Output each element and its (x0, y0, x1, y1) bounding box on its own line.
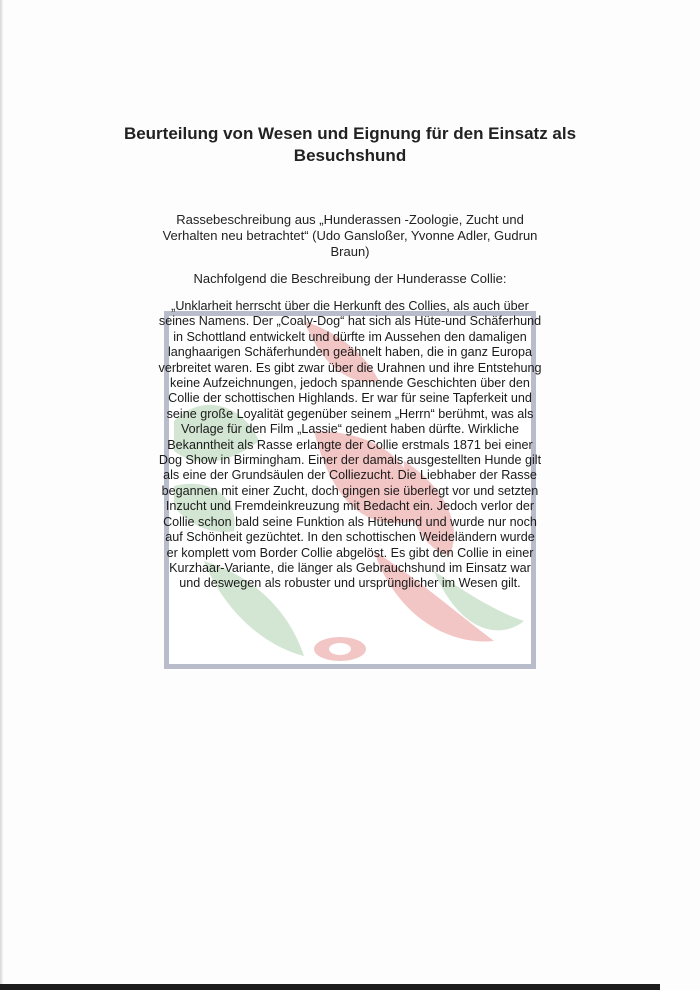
scan-notch (660, 984, 700, 990)
intro-text: Nachfolgend die Beschreibung der Hunderasse Collie: (193, 271, 507, 286)
source-citation: Rassebeschreibung aus „Hunderassen -Zoologie, Zucht und Verhalten neu betrachtet“ (Udo Gansloßer, Yvonne Adler, Gudrun Braun) (162, 212, 538, 259)
breed-description: „Unklarheit herrscht über die Herkunft des Collies, als auch über seines Namens. Der „Coaly-Dog“ hat sich als Hüte-und Schäferhund in Schottland entwickelt und dürfte im Aussehen den damaligen langhaarigen Schäferhunden geähnelt haben, die in ganz Europa verbreitet waren. Es gibt zwar über die Urahnen und ihre Entstehung keine Aufzeichnungen, jedoch spannende Geschichten über den Collie der schottischen Highlands. Er war für seine Tapferkeit und seine große Loyalität gegenüber seinem „Herrn“ berühmt, was als Vorlage für den Film „Lassie“ gedient haben dürfte. Wirkliche Bekanntheit als Rasse erlangte der Collie erstmals 1871 bei einer Dog Show in Birmingham. Einer der damals ausgestellten Hunde gilt als eine der Grundsäulen der Colliezucht. Die Liebhaber der Rasse begannen mit einer Zucht, doch gingen sie überlegt vor und setzten Inzucht und Fremdeinkreuzung mit Bedacht ein. Jedoch verlor der Collie schon bald seine Funktion als Hütehund und wurde nur noch auf Schönheit gezüchtet. In den schottischen Weideländern wurde er komplett vom Border Collie abgelöst. Es gibt den Collie in einer Kurzhaar-Variante, die länger als Gebrauchshund im Einsatz war und deswegen als robuster und ursprünglicher im Wesen gilt. (158, 299, 542, 591)
scan-edge (0, 0, 3, 990)
scan-bottom-edge (0, 984, 700, 990)
document-title: Beurteilung von Wesen und Eignung für den Einsatz als Besuchshund (123, 124, 577, 165)
